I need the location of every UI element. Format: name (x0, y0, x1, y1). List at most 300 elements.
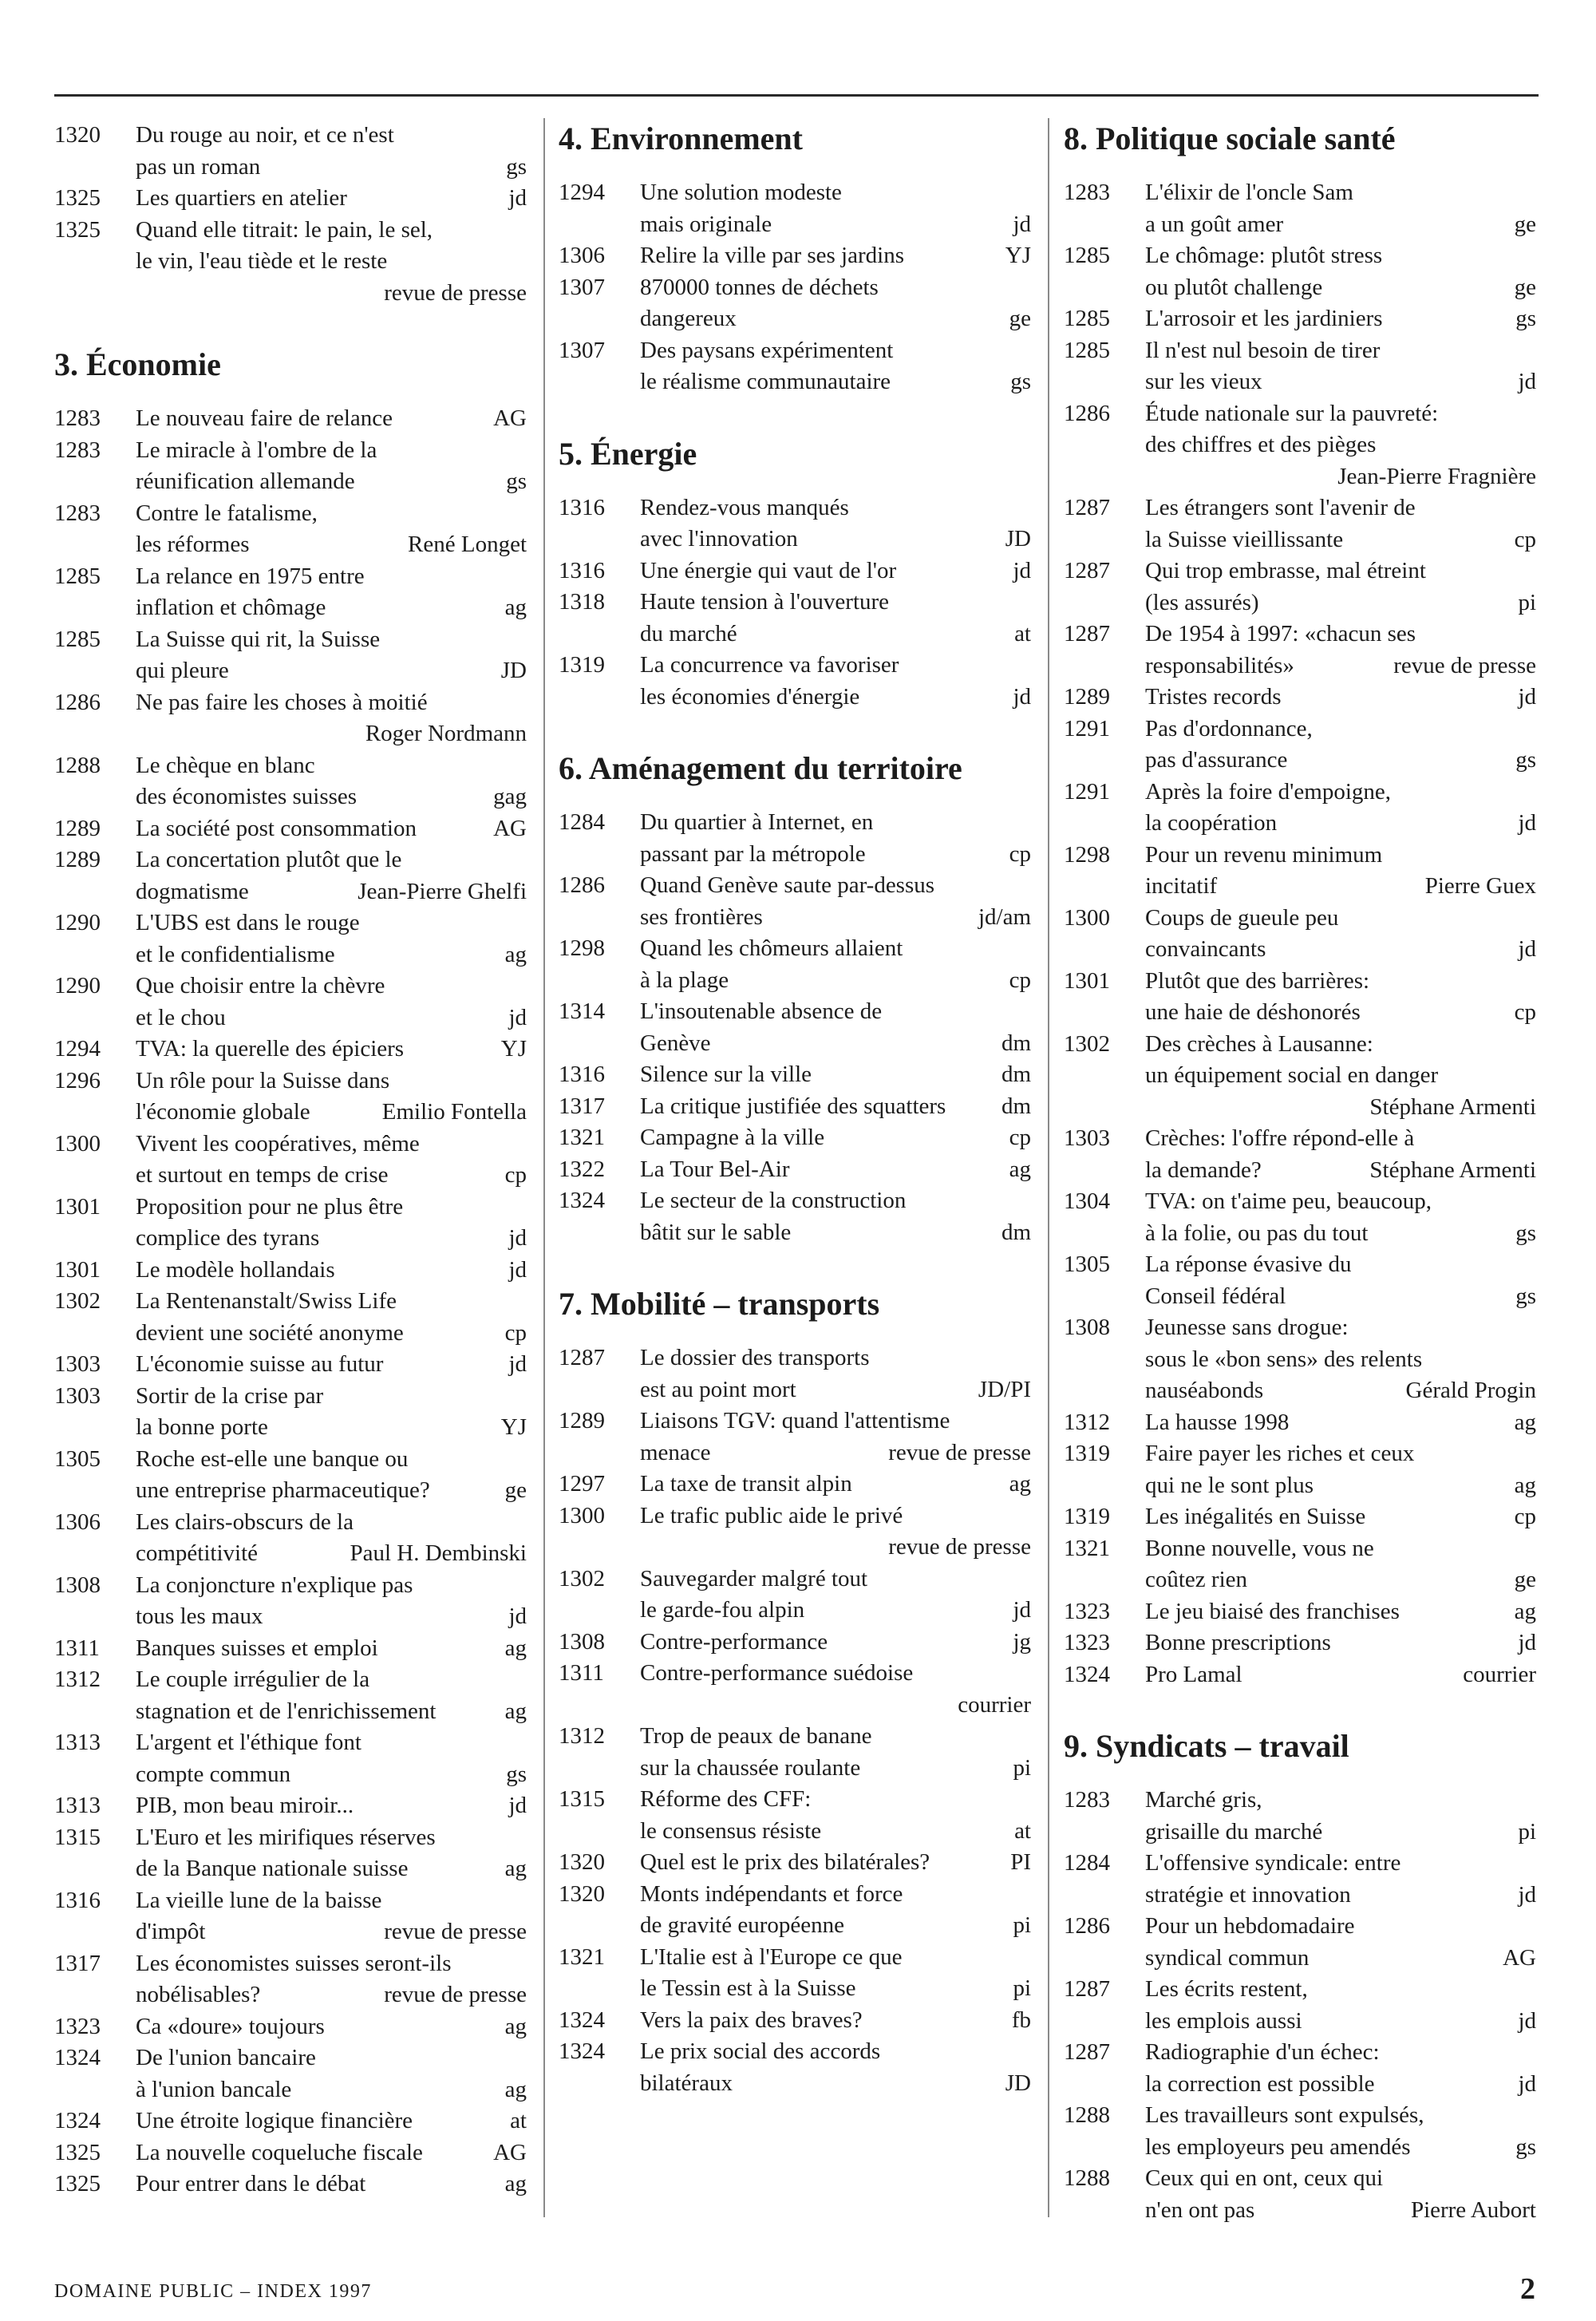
article-title: Bonne prescriptions (1145, 1630, 1331, 1655)
entry-body (1145, 1438, 1536, 1501)
author-initials: jg (1013, 1628, 1031, 1655)
author-initials: cp (504, 1162, 527, 1188)
index-entry (1064, 1186, 1536, 1249)
section-spacer (559, 398, 1031, 435)
index-entry (559, 870, 1031, 933)
title-line (640, 682, 1031, 714)
author-initials: ge (504, 1477, 527, 1503)
index-entry (1064, 335, 1536, 398)
article-title: Les économistes suisses seront-ils (136, 1950, 452, 1976)
article-title: nauséabonds (1145, 1378, 1264, 1403)
title-line (136, 2169, 527, 2200)
author-initials: jd (1518, 810, 1536, 836)
index-entry (54, 120, 527, 183)
title-line (136, 655, 527, 687)
title-line (640, 2005, 1031, 2037)
article-title: (les assurés) (1145, 589, 1259, 615)
entry-body (640, 1721, 1031, 1784)
article-title: Le miracle à l'ombre de la (136, 437, 377, 463)
index-entry (54, 687, 527, 750)
article-title: Des paysans expérimentent (640, 337, 894, 363)
index-entry (1064, 1785, 1536, 1848)
article-title: Les inégalités en Suisse (1145, 1504, 1366, 1529)
author-initials: ag (504, 1635, 527, 1661)
author-initials: gag (493, 784, 527, 809)
issue-number: 1285 (54, 563, 101, 589)
top-rule (54, 94, 1539, 97)
article-title: coûtez rien (1145, 1567, 1248, 1592)
index-entry (1064, 1123, 1536, 1186)
issue-number: 1321 (559, 1125, 605, 1150)
article-title: TVA: on t'aime peu, beaucoup, (1145, 1188, 1432, 1214)
index-entry (54, 2169, 527, 2200)
entry-body (136, 1034, 527, 1066)
section-spacer (559, 713, 1031, 749)
entry-body (1145, 398, 1536, 493)
issue-number: 1311 (559, 1660, 604, 1686)
section-title: 6. Aménagement du territoire (559, 750, 962, 786)
article-title: une haie de déshonorés (1145, 999, 1361, 1025)
title-line (1145, 1627, 1536, 1659)
title-line (1145, 682, 1536, 714)
article-title: le Tessin est à la Suisse (640, 1975, 856, 2001)
article-title: Bonne nouvelle, vous ne (1145, 1535, 1374, 1561)
article-title: la correction est possible (1145, 2070, 1375, 2097)
issue-number: 1325 (54, 216, 101, 243)
title-line (1145, 934, 1536, 966)
index-entry (54, 624, 527, 687)
index-entry (1064, 303, 1536, 335)
entry-body (640, 1122, 1031, 1154)
title-spacer (559, 158, 1031, 177)
section-title: 9. Syndicats – travail (1064, 1728, 1349, 1764)
index-entry (1064, 1029, 1536, 1124)
title-line (640, 1374, 1031, 1406)
issue-number: 1315 (54, 1824, 101, 1850)
article-title: La hausse 1998 (1145, 1409, 1290, 1435)
author-initials: revue de presse (888, 1439, 1031, 1465)
title-line (640, 1059, 1031, 1091)
entry-body (136, 2011, 527, 2043)
section-spacer (54, 309, 527, 346)
article-title: la demande? (1145, 1157, 1262, 1183)
title-line (136, 1318, 527, 1350)
author-initials: revue de presse (384, 1919, 527, 1944)
author-initials: courrier (1463, 1661, 1536, 1687)
entry-body (1145, 556, 1536, 619)
index-entry (559, 1342, 1031, 1406)
author-initials: at (1014, 620, 1031, 646)
issue-number: 1288 (1064, 2102, 1110, 2128)
article-title: Ca «doure» toujours (136, 2013, 325, 2039)
title-line (1145, 2132, 1536, 2164)
issue-number: 1325 (54, 2139, 101, 2165)
article-title: Pro Lamal (1145, 1661, 1242, 1687)
index-entry (559, 1847, 1031, 1879)
entry-body (1145, 2163, 1536, 2226)
title-line (136, 529, 527, 561)
entry-body (136, 907, 527, 971)
title-line (136, 1255, 527, 1287)
article-title: Contre-performance (640, 1628, 828, 1655)
index-entry (1064, 492, 1536, 556)
entry-body (1145, 1785, 1536, 1848)
issue-number: 1303 (54, 1382, 101, 1409)
issue-number: 1294 (559, 180, 605, 205)
issue-number: 1316 (559, 1062, 605, 1087)
article-title: Sortir de la crise par (136, 1382, 324, 1409)
entry-body (640, 335, 1031, 398)
author-initials: revue de presse (384, 279, 527, 306)
author-initials: Pierre Aubort (1410, 2196, 1536, 2223)
issue-number: 1312 (54, 1667, 101, 1692)
author-initials: jd (1518, 2070, 1536, 2097)
index-entry (1064, 1659, 1536, 1691)
article-title: qui ne le sont plus (1145, 1472, 1314, 1498)
author-initials: JD (500, 658, 527, 683)
index-entry (54, 1633, 527, 1665)
index-entry (559, 1406, 1031, 1469)
article-title: du marché (640, 620, 737, 646)
author-initials: cp (1514, 999, 1536, 1025)
article-title: sur la chaussée roulante (640, 1754, 861, 1781)
author-initials: jd (1013, 557, 1031, 583)
column-divider (543, 118, 545, 2217)
author-initials: pi (1518, 589, 1536, 615)
issue-number: 1319 (559, 652, 605, 678)
index-entry (54, 1885, 527, 1948)
article-title: L'économie suisse au futur (136, 1351, 384, 1377)
issue-number: 1319 (1064, 1504, 1110, 1529)
index-entry (54, 2042, 527, 2106)
index-entry (54, 1790, 527, 1822)
title-line (136, 152, 527, 184)
article-title: sous le «bon sens» des relents (1145, 1346, 1423, 1372)
issue-number: 1303 (1064, 1125, 1110, 1151)
issue-number: 1319 (1064, 1441, 1110, 1466)
entry-body (136, 2106, 527, 2137)
index-entry (559, 650, 1031, 713)
title-line (640, 965, 1031, 997)
article-title: est au point mort (640, 1376, 796, 1402)
author-initials: Emilio Fontella (381, 1099, 527, 1125)
article-title: mais originale (640, 211, 772, 237)
entry-body (640, 996, 1031, 1059)
entry-body (640, 492, 1031, 556)
author-initials: jd (1518, 2007, 1536, 2034)
title-line (136, 1097, 527, 1129)
index-entry (54, 1255, 527, 1287)
index-column-2 (559, 120, 1031, 2099)
footer-publication: DOMAINE PUBLIC – INDEX 1997 (54, 2281, 372, 2302)
entry-body (1145, 1659, 1536, 1691)
article-title: et le confidentialisme (136, 941, 335, 967)
title-spacer (559, 473, 1031, 492)
article-title: les réformes (136, 532, 250, 557)
issue-number: 1297 (559, 1471, 605, 1497)
title-line (136, 403, 527, 435)
title-line (1145, 1281, 1536, 1313)
article-title: Des crèches à Lausanne: (1145, 1030, 1373, 1057)
title-line (640, 209, 1031, 241)
article-title: Le nouveau faire de relance (136, 405, 393, 431)
title-line (1145, 871, 1536, 903)
issue-number: 1312 (559, 1723, 605, 1749)
index-entry (1064, 1848, 1536, 1911)
index-entry (1064, 1501, 1536, 1533)
issue-number: 1298 (559, 935, 605, 961)
issue-number: 1289 (559, 1408, 605, 1433)
issue-number: 1301 (54, 1256, 101, 1283)
title-line (136, 1349, 527, 1381)
author-initials: jd (508, 185, 527, 211)
entry-body (640, 587, 1031, 650)
index-column-1 (54, 120, 527, 2200)
issue-number: 1311 (54, 1635, 100, 1661)
author-initials: fb (1011, 2007, 1031, 2033)
article-title: Plutôt que des barrières: (1145, 967, 1370, 994)
issue-number: 1305 (1064, 1251, 1110, 1277)
index-entry (1064, 1249, 1536, 1312)
issue-number: 1300 (559, 1502, 605, 1528)
index-entry (559, 1185, 1031, 1248)
entry-body (1145, 1533, 1536, 1596)
entry-body (136, 1507, 527, 1570)
index-entry (54, 1948, 527, 2011)
entry-body (640, 807, 1031, 870)
entry-body (640, 1658, 1031, 1721)
article-title: ses frontières (640, 903, 763, 930)
author-initials: cp (1009, 1125, 1031, 1150)
entry-body (640, 650, 1031, 713)
entry-body (1145, 303, 1536, 335)
author-initials: jd (508, 1004, 527, 1030)
entry-body (136, 1444, 527, 1507)
title-line (640, 1690, 1031, 1722)
index-entry (559, 1879, 1031, 1942)
article-title: Le jeu biaisé des franchises (1145, 1598, 1400, 1624)
index-entry (1064, 398, 1536, 493)
title-spacer (559, 788, 1031, 807)
article-title: Trop de peaux de banane (640, 1723, 872, 1749)
title-line (136, 1475, 527, 1507)
article-title: compte commun (136, 1761, 291, 1787)
article-title: La réponse évasive du (1145, 1251, 1352, 1277)
title-line (1145, 808, 1536, 840)
article-title: Genève (640, 1030, 711, 1056)
article-title: Faire payer les riches et ceux (1145, 1441, 1415, 1466)
title-line (136, 1538, 527, 1570)
article-title: Contre-performance suédoise (640, 1660, 914, 1686)
issue-number: 1298 (1064, 841, 1110, 868)
index-entry (54, 1192, 527, 1255)
index-entry (54, 1066, 527, 1129)
title-line (640, 1847, 1031, 1879)
issue-number: 1302 (559, 1565, 605, 1591)
column-divider (1048, 118, 1049, 2217)
title-spacer (1064, 158, 1536, 177)
index-entry (1064, 1974, 1536, 2037)
article-title: et surtout en temps de crise (136, 1162, 389, 1188)
entry-body (1145, 2037, 1536, 2100)
author-initials: revue de presse (888, 1534, 1031, 1560)
title-line (1145, 1880, 1536, 1912)
author-initials: dm (1001, 1030, 1031, 1056)
entry-body (136, 1633, 527, 1665)
article-title: Rendez-vous manqués (640, 494, 849, 520)
author-initials: AG (493, 405, 527, 431)
author-initials: gs (1515, 747, 1536, 773)
title-line (1145, 1092, 1536, 1124)
article-title: pas d'assurance (1145, 747, 1288, 773)
index-entry (54, 1444, 527, 1507)
issue-number: 1320 (559, 1849, 605, 1875)
index-entry (54, 1570, 527, 1633)
title-spacer (1064, 1765, 1536, 1785)
entry-body (640, 1501, 1031, 1564)
entry-body (1145, 1312, 1536, 1407)
index-entry (559, 1627, 1031, 1659)
author-initials: JD (1005, 526, 1031, 552)
issue-number: 1288 (1064, 2165, 1110, 2191)
index-entry (54, 1381, 527, 1444)
author-initials: ag (1009, 1156, 1031, 1182)
article-title: Il n'est nul besoin de tirer (1145, 337, 1381, 363)
index-entry (1064, 1312, 1536, 1407)
index-entry (559, 1469, 1031, 1501)
title-line (1145, 1943, 1536, 1975)
article-title: tous les maux (136, 1603, 263, 1629)
issue-number: 1288 (54, 752, 101, 778)
article-title: L'arrosoir et les jardiniers (1145, 306, 1383, 331)
article-title: L'argent et l'éthique font (136, 1730, 361, 1755)
author-initials: YJ (500, 1036, 527, 1062)
entry-body (1145, 1249, 1536, 1312)
article-title: Ceux qui en ont, ceux qui (1145, 2165, 1384, 2191)
issue-number: 1285 (1064, 337, 1110, 363)
article-title: Liaisons TGV: quand l'attentisme (640, 1408, 950, 1433)
issue-number: 1300 (1064, 904, 1110, 931)
title-line (1145, 1407, 1536, 1439)
article-title: La Rentenanstalt/Swiss Life (136, 1288, 397, 1314)
issue-number: 1313 (54, 1793, 101, 1818)
index-entry (559, 1721, 1031, 1784)
issue-number: 1291 (1064, 778, 1110, 805)
article-title: Pour entrer dans le débat (136, 2171, 366, 2196)
article-title: inflation et chômage (136, 595, 326, 620)
author-initials: gs (1515, 1220, 1536, 1246)
title-line (640, 1627, 1031, 1659)
author-initials: gs (1515, 306, 1536, 331)
entry-body (136, 1664, 527, 1727)
index-entry (54, 813, 527, 845)
index-entry (1064, 2163, 1536, 2226)
index-entry (1064, 903, 1536, 966)
title-line (136, 466, 527, 498)
author-initials: gs (1515, 1283, 1536, 1309)
index-entry (54, 183, 527, 215)
index-entry (1064, 2037, 1536, 2100)
index-entry (559, 933, 1031, 996)
article-title: une entreprise pharmaceutique? (136, 1477, 430, 1503)
author-initials: ag (504, 1698, 527, 1724)
index-entry (54, 1034, 527, 1066)
entry-body (1145, 1123, 1536, 1186)
index-entry (54, 1286, 527, 1349)
entry-body (1145, 1627, 1536, 1659)
section-spacer (559, 1248, 1031, 1285)
index-entry (1064, 1407, 1536, 1439)
author-initials: at (510, 2108, 527, 2133)
article-title: Le couple irrégulier de la (136, 1667, 370, 1692)
author-initials: ag (504, 2171, 527, 2196)
issue-number: 1314 (559, 998, 605, 1024)
entry-body (1145, 840, 1536, 903)
index-entry (54, 750, 527, 813)
issue-number: 1301 (54, 1193, 101, 1220)
article-title: La conjoncture n'explique pas (136, 1572, 413, 1598)
article-title: Pour un hebdomadaire (1145, 1913, 1355, 1939)
entry-body (640, 1469, 1031, 1501)
title-line (136, 939, 527, 971)
article-title: L'élixir de l'oncle Sam (1145, 180, 1353, 205)
article-title: Étude nationale sur la pauvreté: (1145, 400, 1439, 426)
entry-body (640, 272, 1031, 335)
entry-body (1145, 1029, 1536, 1124)
author-initials: jd (1013, 1597, 1031, 1623)
index-entry (54, 435, 527, 498)
title-line (136, 592, 527, 624)
title-line (1145, 1596, 1536, 1628)
author-initials: ag (504, 941, 527, 967)
index-entry (1064, 966, 1536, 1029)
article-title: Pour un revenu minimum (1145, 841, 1383, 868)
article-title: Réforme des CFF: (640, 1786, 812, 1812)
title-line (1145, 524, 1536, 556)
article-title: Les travailleurs sont expulsés, (1145, 2102, 1424, 2128)
entry-body (640, 1879, 1031, 1942)
issue-number: 1324 (559, 2007, 605, 2033)
article-title: les économies d'énergie (640, 683, 860, 710)
title-line (136, 1002, 527, 1034)
author-initials: cp (1009, 967, 1031, 993)
issue-number: 1285 (1064, 306, 1110, 331)
article-title: Radiographie d'un échec: (1145, 2039, 1380, 2065)
title-line (136, 1979, 527, 2011)
article-title: Après la foire d'empoigne, (1145, 778, 1392, 805)
article-title: à la folie, ou pas du tout (1145, 1220, 1369, 1246)
article-title: incitatif (1145, 873, 1218, 899)
issue-number: 1321 (559, 1943, 605, 1970)
title-line (136, 278, 527, 310)
title-line (640, 1469, 1031, 1501)
article-title: Le dossier des transports (640, 1345, 870, 1370)
entry-body (136, 2169, 527, 2200)
issue-number: 1284 (559, 809, 605, 835)
issue-number: 1286 (1064, 1913, 1110, 1939)
article-title: bilatéraux (640, 2070, 733, 2096)
title-line (640, 1910, 1031, 1942)
index-entry (559, 807, 1031, 870)
entry-body (136, 2137, 527, 2169)
author-initials: jd (1013, 683, 1031, 710)
title-line (1145, 1470, 1536, 1502)
entry-body (136, 1255, 527, 1287)
article-title: convaincants (1145, 936, 1266, 962)
author-initials: Gérald Progin (1405, 1378, 1536, 1403)
author-initials: Paul H. Dembinski (350, 1540, 527, 1566)
title-line (640, 556, 1031, 587)
